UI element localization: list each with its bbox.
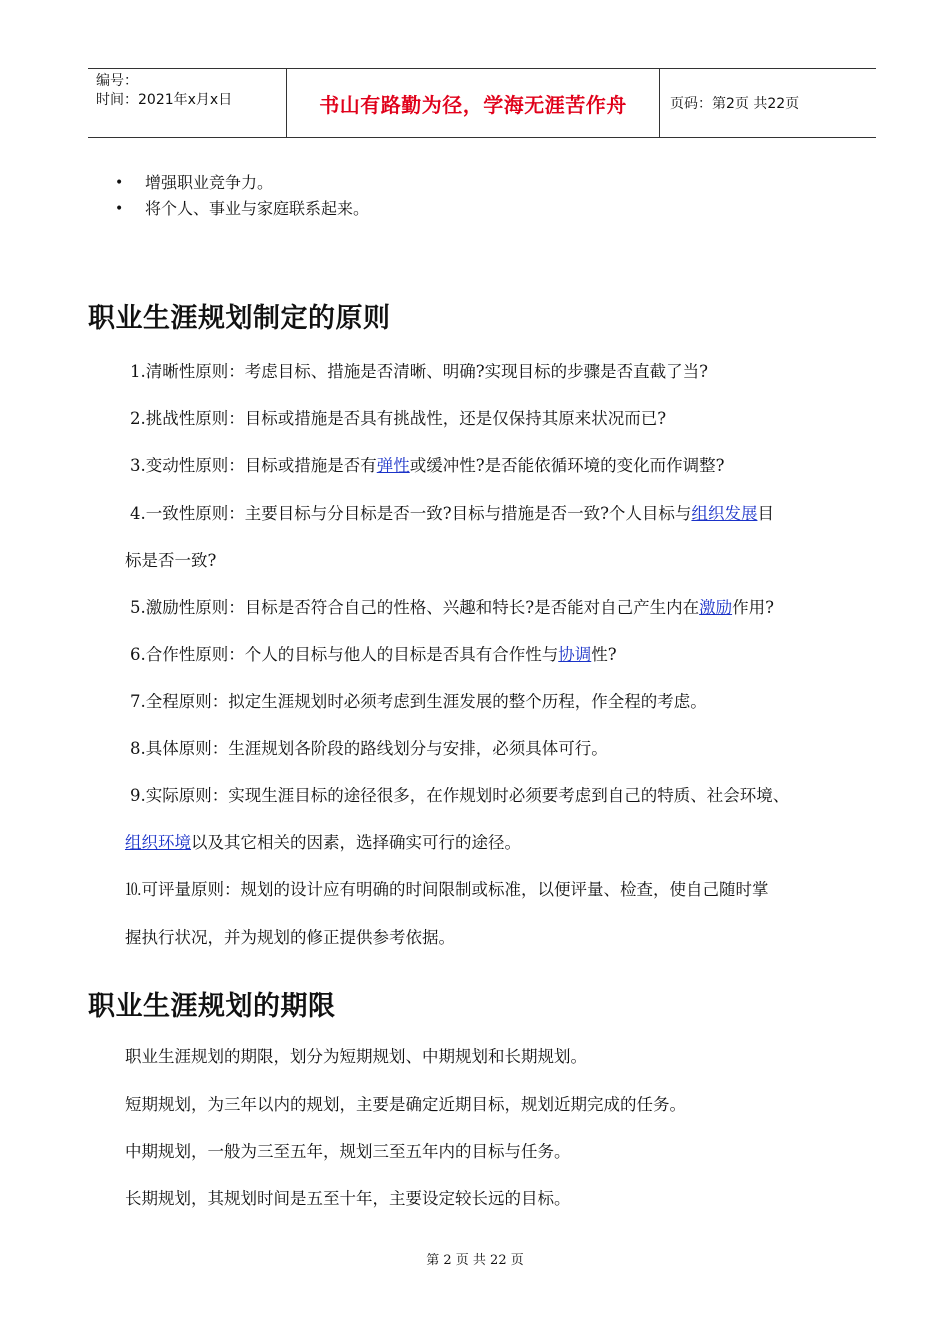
principle-line (130, 503, 774, 525)
inline-link[interactable]: 弹性 (376, 456, 410, 475)
principle-line (125, 927, 455, 949)
principle-text: 1.清晰性原则：考虑目标、措施是否清晰、明确?实现目标的步骤是否直截了当? (130, 362, 708, 381)
principle-line (130, 644, 617, 666)
inline-link[interactable]: 组织发展 (691, 504, 758, 523)
list-item (115, 170, 369, 196)
bullet-text: 增强职业竞争力。 (145, 173, 274, 192)
principle-text: 8.具体原则：生涯规划各阶段的路线划分与安排，必须具体可行。 (130, 739, 608, 758)
bullet-text: 将个人、事业与家庭联系起来。 (145, 199, 370, 218)
principle-line (125, 550, 216, 572)
time-label: 时间：2021年x月x日 (96, 92, 233, 108)
bullet-icon: • (115, 201, 124, 217)
number-label: 编号： (96, 73, 138, 89)
section-title-periods: 职业生涯规划的期限 (88, 991, 336, 1022)
header-motto: 书山有路勤为径，学海无涯苦作舟 (287, 69, 660, 137)
header-page-label: 页码：第2页 共22页 (670, 96, 800, 112)
period-paragraph: 中期规划，一般为三至五年，规划三至五年内的目标与任务。 (125, 1142, 571, 1161)
inline-link[interactable]: 激励 (699, 598, 733, 617)
principle-line (130, 361, 708, 383)
inline-link[interactable]: 协调 (558, 645, 592, 664)
principle-line (130, 597, 774, 619)
principle-line (130, 785, 789, 807)
principle-text: 作用? (732, 598, 774, 617)
principle-text: 或缓冲性?是否能依循环境的变化而作调整? (409, 456, 725, 475)
principle-text: 目 (757, 504, 774, 523)
principle-text: 7.全程原则：拟定生涯规划时必须考虑到生涯发展的整个历程，作全程的考虑。 (130, 692, 707, 711)
principle-text: 6.合作性原则：个人的目标与他人的目标是否具有合作性与 (130, 645, 559, 664)
principle-line (130, 738, 608, 760)
principle-text: 3.变动性原则：目标或措施是否有 (130, 456, 377, 475)
principle-text: 4.一致性原则：主要目标与分目标是否一致?目标与措施是否一致?个人目标与 (130, 504, 692, 523)
principle-text: 2.挑战性原则：目标或措施是否具有挑战性，还是仅保持其原来状况而已? (130, 409, 667, 428)
principle-line (125, 879, 769, 901)
page-footer: 第 2 页 共 22 页 (426, 1253, 524, 1268)
period-paragraph: 职业生涯规划的期限，划分为短期规划、中期规划和长期规划。 (125, 1047, 587, 1066)
principle-text: 标是否一致? (125, 551, 217, 570)
principle-text: ⒑可评量原则：规划的设计应有明确的时间限制或标准，以便评量、检查，使自己随时掌 (125, 880, 769, 899)
principle-line (125, 832, 521, 854)
period-paragraph: 长期规划，其规划时间是五至十年，主要设定较长远的目标。 (125, 1189, 571, 1208)
bullet-list (115, 170, 369, 222)
inline-link[interactable]: 组织环境 (125, 833, 191, 852)
list-item (115, 196, 369, 222)
principle-text: 性? (591, 645, 617, 664)
header-meta (88, 69, 287, 137)
principle-text: 以及其它相关的因素，选择确实可行的途径。 (191, 833, 521, 852)
principle-line (130, 691, 707, 713)
principle-text: 9.实际原则：实现生涯目标的途径很多，在作规划时必须要考虑到自己的特质、社会环境、 (130, 786, 790, 805)
principle-line (130, 408, 666, 430)
bullet-icon: • (115, 175, 124, 191)
section-title-principles: 职业生涯规划制定的原则 (88, 303, 391, 334)
principle-text: 5.激励性原则：目标是否符合自己的性格、兴趣和特长?是否能对自己产生内在 (130, 598, 700, 617)
principle-line (130, 455, 724, 477)
period-paragraph: 短期规划，为三年以内的规划，主要是确定近期目标，规划近期完成的任务。 (125, 1095, 686, 1114)
page-header (88, 68, 876, 138)
principle-text: 握执行状况，并为规划的修正提供参考依据。 (125, 928, 455, 947)
